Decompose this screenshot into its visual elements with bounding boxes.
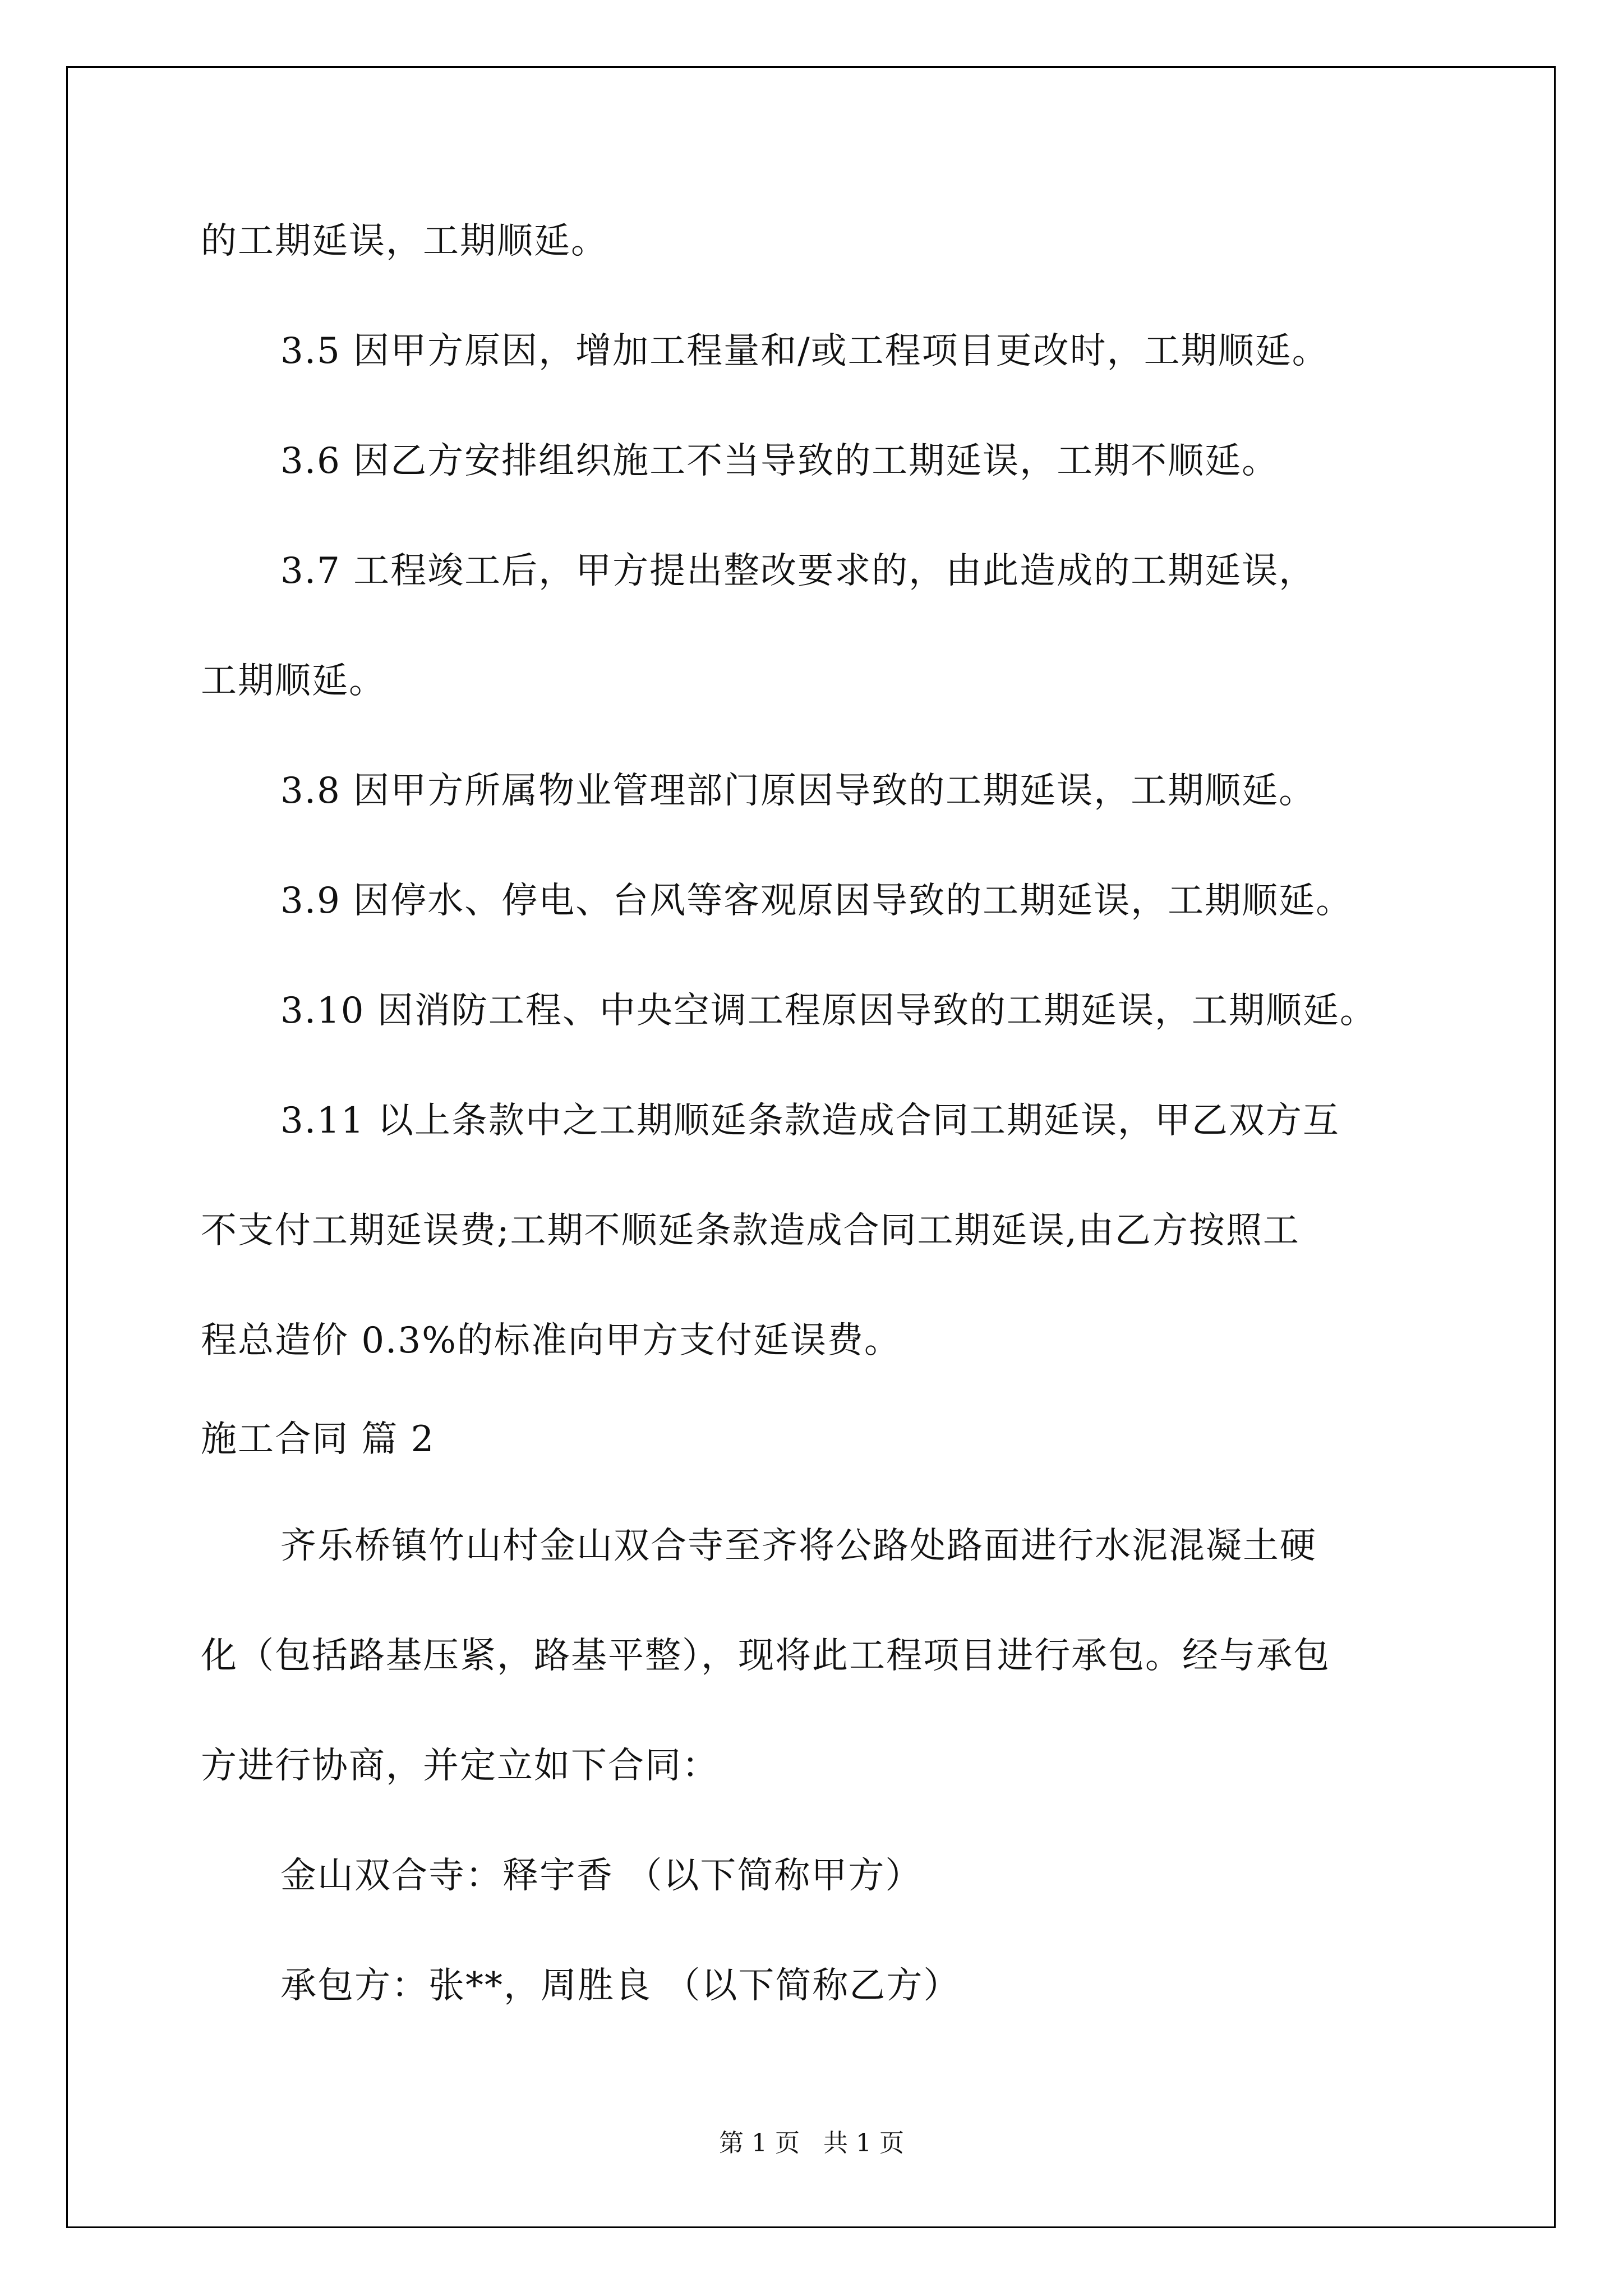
text-line: 3.11 以上条款中之工期顺延条款造成合同工期延误，甲乙双方互 [280, 1100, 1340, 1142]
text-line: 工期顺延。 [201, 660, 386, 702]
text-line: 3.5 因甲方原因，增加工程量和/或工程项目更改时，工期顺延。 [280, 330, 1329, 372]
text-line: 3.8 因甲方所属物业管理部门原因导致的工期延误，工期顺延。 [280, 770, 1316, 812]
text-line: 3.10 因消防工程、中央空调工程原因导致的工期延误，工期顺延。 [280, 990, 1377, 1032]
section-heading: 施工合同 篇 2 [201, 1419, 435, 1460]
text-line: 程总造价 0.3%的标准向甲方支付延误费。 [201, 1320, 901, 1361]
text-line: 3.7 工程竣工后，甲方提出整改要求的，由此造成的工期延误， [280, 550, 1316, 592]
text-line: 金山双合寺：释宇香 （以下简称甲方） [280, 1855, 923, 1897]
page-footer: 第 1 页 共 1 页 [719, 2129, 904, 2157]
text-line: 齐乐桥镇竹山村金山双合寺至齐将公路处路面进行水泥混凝土硬 [280, 1525, 1317, 1567]
text-line: 3.9 因停水、停电、台风等客观原因导致的工期延误，工期顺延。 [280, 880, 1353, 922]
text-line: 化（包括路基压紧，路基平整），现将此工程项目进行承包。经与承包 [201, 1635, 1330, 1677]
page-border [66, 66, 1556, 2228]
text-line: 方进行协商，并定立如下合同： [201, 1745, 719, 1787]
text-line: 3.6 因乙方安排组织施工不当导致的工期延误，工期不顺延。 [280, 440, 1279, 482]
text-line: 承包方：张**，周胜良 （以下简称乙方） [280, 1965, 961, 2007]
text-line: 的工期延误，工期顺延。 [201, 220, 608, 262]
text-line: 不支付工期延误费;工期不顺延条款造成合同工期延误,由乙方按照工 [201, 1210, 1300, 1251]
